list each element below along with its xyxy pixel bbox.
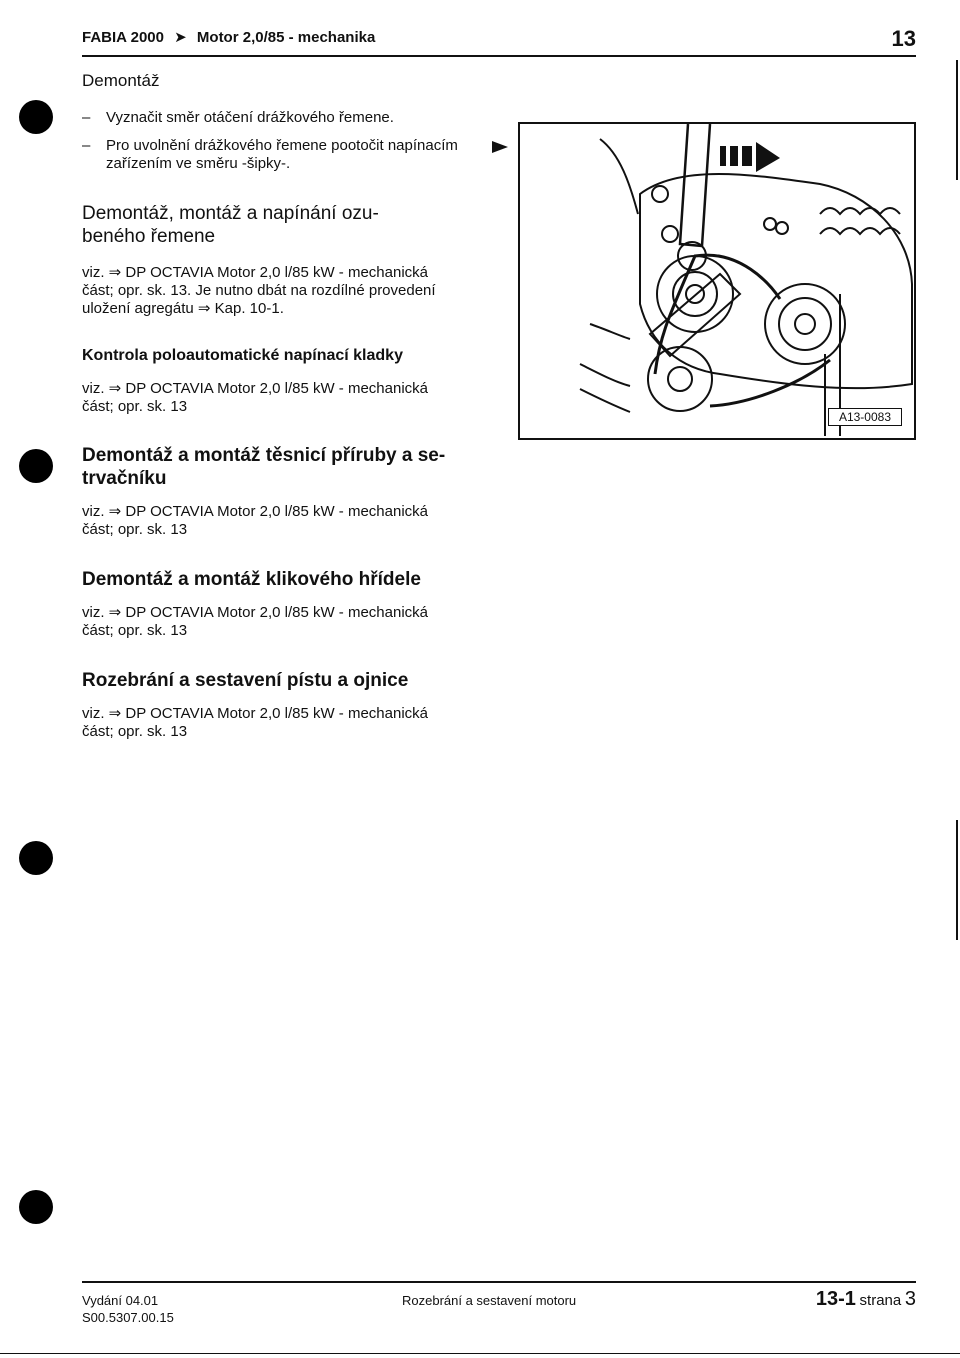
- figure-label: A13-0083: [828, 408, 902, 426]
- paragraph-ozubeny: viz. ⇒ DP OCTAVIA Motor 2,0 l/85 kW - mechanická část; opr. sk. 13. Je nutno dbát na rozdílné provedení uložení agregátu ⇒ Kap. 10-1.: [82, 264, 436, 317]
- heading-pistu: Rozebrání a sestavení pístu a ojnice: [82, 670, 409, 691]
- paragraph-pistu: viz. ⇒ DP OCTAVIA Motor 2,0 l/85 kW - mechanická část; opr. sk. 13: [82, 705, 429, 740]
- heading-ozubeny: Demontáž, montáž a napínání ozu- beného řemene: [82, 203, 379, 247]
- list-item: [82, 137, 502, 173]
- heading-kladky: Kontrola poloautomatické napínací kladky: [82, 347, 403, 364]
- heading-hridele: Demontáž a montáž klikového hřídele: [82, 569, 421, 590]
- page-number: [816, 1288, 916, 1311]
- list-item-text: zařízením ve směru -šipky-.: [106, 155, 291, 172]
- bottom-edge-rule: [0, 1353, 960, 1354]
- footer-doc-number: S00.5307.00.15: [82, 1310, 174, 1325]
- list-item-text: Vyznačit směr otáčení drážkového řemene.: [106, 109, 394, 126]
- header-title-left: FABIA 2000: [82, 29, 164, 46]
- chapter-number: 13: [891, 26, 916, 51]
- paragraph-hridele: viz. ⇒ DP OCTAVIA Motor 2,0 l/85 kW - mechanická část; opr. sk. 13: [82, 604, 429, 639]
- punch-hole-icon: [19, 100, 53, 134]
- footer-title: Rozebrání a sestavení motoru: [402, 1293, 577, 1308]
- header-rule: [82, 55, 916, 57]
- page-word: strana: [859, 1292, 902, 1309]
- page-section: 13-1: [815, 1288, 856, 1310]
- list-item: [82, 109, 502, 127]
- dash-bullet: –: [82, 109, 91, 126]
- heading-priruby: Demontáž a montáž těsnicí příruby a se- trvačníku: [82, 445, 446, 489]
- paragraph-priruby: viz. ⇒ DP OCTAVIA Motor 2,0 l/85 kW - mechanická část; opr. sk. 13: [82, 503, 429, 538]
- header-arrow-icon: ➤: [174, 29, 187, 46]
- footer-edition: Vydání 04.01: [82, 1293, 159, 1308]
- footer-rule: [82, 1281, 916, 1283]
- punch-hole-icon: [19, 449, 53, 483]
- list-item-text: Pro uvolnění drážkového řemene pootočit napínacím: [106, 137, 458, 154]
- dash-bullet: –: [82, 137, 91, 154]
- paragraph-kladky: viz. ⇒ DP OCTAVIA Motor 2,0 l/85 kW - mechanická část; opr. sk. 13: [82, 380, 429, 415]
- punch-hole-icon: [19, 841, 53, 875]
- engine-figure: [518, 122, 916, 440]
- margin-mark: [956, 820, 958, 940]
- margin-mark: [956, 60, 958, 180]
- heading-demontaz: Demontáž: [82, 71, 160, 90]
- header-title: [82, 28, 375, 46]
- punch-hole-icon: [19, 1190, 53, 1224]
- figure-pointer-icon: [492, 141, 508, 153]
- page-num: 3: [904, 1288, 916, 1310]
- engine-belt-tensioner-icon: [520, 124, 914, 438]
- header-title-right: Motor 2,0/85 - mechanika: [196, 29, 376, 46]
